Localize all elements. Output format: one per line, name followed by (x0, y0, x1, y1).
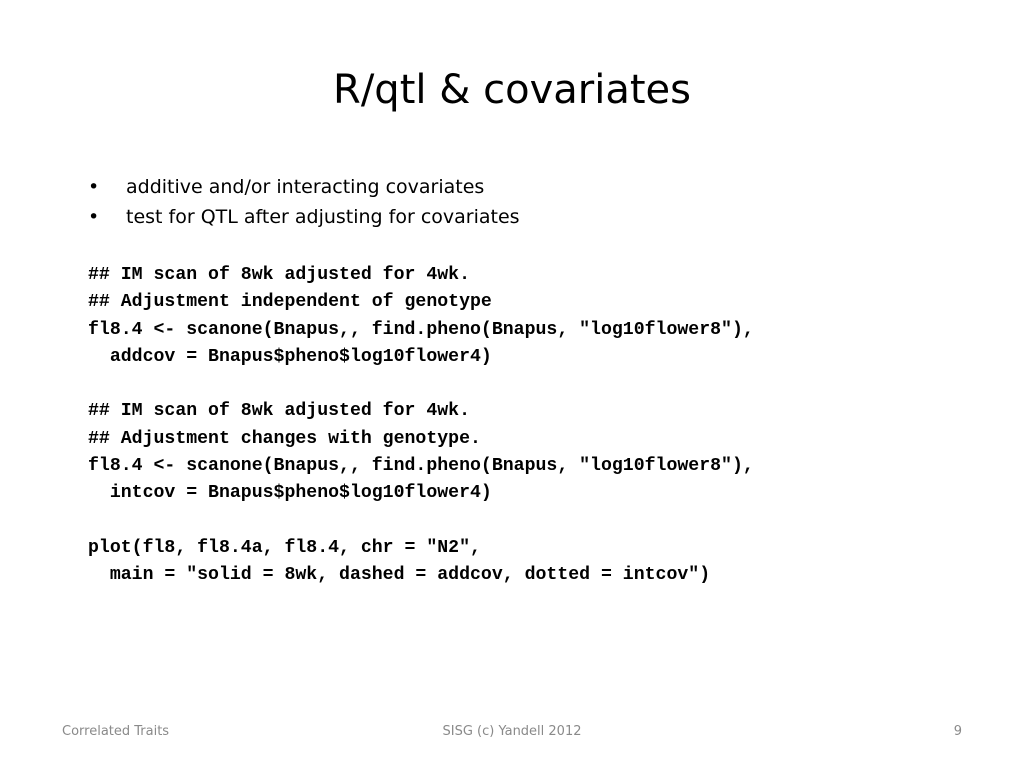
code-line: ## Adjustment changes with genotype. (88, 428, 481, 449)
code-line: fl8.4 <- scanone(Bnapus,, find.pheno(Bnapus, "log10flower8"), (88, 456, 754, 477)
code-line-blank (88, 508, 754, 535)
slide-title: R/qtl & covariates (333, 67, 691, 113)
bullet-dot-icon: • (88, 206, 100, 228)
code-line: ## IM scan of 8wk adjusted for 4wk. (88, 401, 470, 422)
code-line: ## Adjustment independent of genotype (88, 292, 492, 313)
code-line: intcov = Bnapus$pheno$log10flower4) (88, 483, 492, 504)
code-line: plot(fl8, fl8.4a, fl8.4, chr = "N2", (88, 537, 481, 558)
code-line: main = "solid = 8wk, dashed = addcov, dotted = intcov") (88, 565, 711, 586)
bullet-text: additive and/or interacting covariates (126, 176, 485, 198)
code-line-blank (88, 371, 754, 398)
page-number: 9 (953, 724, 962, 739)
footer-left-text: Correlated Traits (62, 724, 170, 739)
bullet-item (88, 204, 520, 234)
code-line: fl8.4 <- scanone(Bnapus,, find.pheno(Bnapus, "log10flower8"), (88, 319, 754, 340)
bullet-dot-icon: • (88, 176, 100, 198)
code-block (88, 262, 754, 590)
bullet-item (88, 174, 520, 204)
bullet-list (88, 174, 520, 234)
bullet-text: test for QTL after adjusting for covariates (126, 206, 520, 228)
code-line: addcov = Bnapus$pheno$log10flower4) (88, 346, 492, 367)
footer-center-text: SISG (c) Yandell 2012 (442, 724, 582, 739)
code-line: ## IM scan of 8wk adjusted for 4wk. (88, 265, 470, 285)
